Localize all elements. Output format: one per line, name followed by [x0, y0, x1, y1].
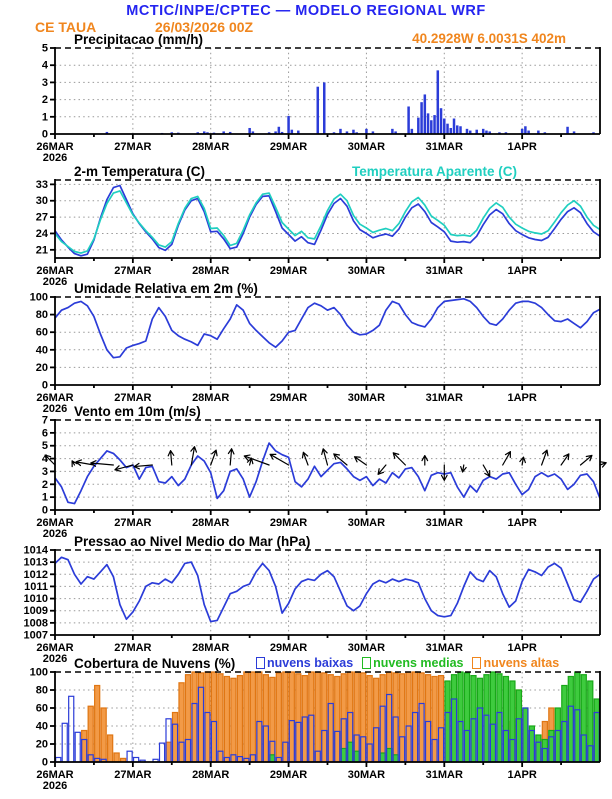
svg-text:1APR: 1APR — [507, 141, 537, 153]
svg-text:30MAR: 30MAR — [347, 392, 386, 404]
legend-label-medias: nuvens medias — [373, 656, 464, 670]
svg-text:21: 21 — [35, 244, 48, 257]
svg-text:26MAR: 26MAR — [36, 265, 74, 277]
svg-text:30MAR: 30MAR — [347, 141, 386, 153]
svg-text:26MAR: 26MAR — [36, 642, 74, 654]
svg-text:27MAR: 27MAR — [114, 517, 152, 529]
svg-text:0: 0 — [41, 756, 48, 769]
svg-text:30MAR: 30MAR — [347, 642, 386, 654]
svg-text:20: 20 — [35, 361, 48, 374]
svg-text:5: 5 — [41, 440, 48, 453]
svg-text:31MAR: 31MAR — [425, 265, 463, 277]
legend-item-medias — [362, 656, 463, 670]
svg-text:28MAR: 28MAR — [192, 769, 230, 781]
svg-text:2026: 2026 — [42, 653, 68, 665]
legend-item-altas — [472, 656, 559, 670]
station-coordinates: 40.2928W 6.0031S 402m — [412, 31, 566, 46]
station-name: CE TAUA — [35, 19, 97, 35]
svg-text:30MAR: 30MAR — [347, 769, 386, 781]
svg-text:3: 3 — [41, 76, 48, 89]
svg-text:1APR: 1APR — [507, 265, 537, 277]
humidity-panel — [0, 279, 612, 422]
svg-text:28MAR: 28MAR — [192, 141, 230, 153]
svg-text:2: 2 — [41, 478, 48, 491]
svg-text:31MAR: 31MAR — [425, 392, 463, 404]
svg-text:30: 30 — [35, 195, 48, 208]
svg-text:60: 60 — [35, 702, 48, 715]
svg-text:7: 7 — [41, 414, 48, 427]
svg-text:1011: 1011 — [24, 580, 48, 593]
svg-text:31MAR: 31MAR — [425, 517, 463, 529]
svg-text:1APR: 1APR — [507, 769, 537, 781]
svg-text:20: 20 — [35, 738, 48, 751]
svg-text:80: 80 — [35, 309, 48, 322]
svg-text:3: 3 — [41, 465, 48, 478]
svg-text:31MAR: 31MAR — [425, 141, 463, 153]
svg-text:27MAR: 27MAR — [114, 392, 152, 404]
precip-title: Precipitacao (mm/h) — [74, 32, 204, 47]
svg-text:5: 5 — [41, 42, 48, 55]
svg-text:0: 0 — [41, 379, 48, 392]
low-clouds-swatch-icon — [256, 657, 265, 669]
svg-text:2026: 2026 — [42, 276, 68, 288]
svg-text:24: 24 — [35, 227, 48, 240]
svg-text:33: 33 — [35, 178, 48, 191]
temp-panel — [0, 162, 612, 295]
pressure-title: Pressao ao Nivel Medio do Mar (hPa) — [74, 534, 311, 549]
svg-text:60: 60 — [35, 326, 48, 339]
svg-text:28MAR: 28MAR — [192, 265, 230, 277]
svg-text:2026: 2026 — [42, 780, 68, 792]
svg-text:1012: 1012 — [23, 568, 48, 581]
svg-text:2: 2 — [41, 94, 48, 107]
legend-label-baixas: nuvens baixas — [267, 656, 354, 670]
svg-text:31MAR: 31MAR — [425, 642, 463, 654]
svg-text:40: 40 — [35, 720, 48, 733]
svg-text:29MAR: 29MAR — [269, 642, 308, 654]
svg-text:2026: 2026 — [42, 528, 68, 540]
pressure-panel — [0, 532, 612, 672]
svg-text:1013: 1013 — [23, 556, 48, 569]
svg-text:1APR: 1APR — [507, 392, 537, 404]
apparent-temp-label: Temperatura Aparente (C) — [352, 164, 518, 179]
clouds-panel — [0, 654, 612, 799]
svg-text:29MAR: 29MAR — [269, 141, 308, 153]
svg-text:1: 1 — [41, 491, 48, 504]
svg-text:4: 4 — [41, 59, 48, 72]
svg-text:29MAR: 29MAR — [269, 517, 308, 529]
high-clouds-swatch-icon — [472, 657, 481, 669]
model-header-title: MCTIC/INPE/CPTEC — MODELO REGIONAL WRF — [126, 3, 486, 19]
svg-text:0: 0 — [41, 128, 48, 141]
legend-item-baixas — [256, 656, 353, 670]
legend-label-altas: nuvens altas — [483, 656, 560, 670]
svg-text:1: 1 — [41, 111, 48, 124]
temp-title: 2-m Temperatura (C) — [74, 164, 206, 179]
svg-text:30MAR: 30MAR — [347, 517, 386, 529]
svg-text:30MAR: 30MAR — [347, 265, 386, 277]
svg-text:2026: 2026 — [42, 403, 68, 415]
svg-text:100: 100 — [29, 291, 48, 304]
svg-text:1010: 1010 — [23, 593, 48, 606]
svg-text:28MAR: 28MAR — [192, 642, 230, 654]
svg-text:28MAR: 28MAR — [192, 392, 230, 404]
mid-clouds-swatch-icon — [362, 657, 371, 669]
clouds-title: Cobertura de Nuvens (%) — [74, 656, 236, 671]
svg-text:29MAR: 29MAR — [269, 392, 308, 404]
svg-text:1APR: 1APR — [507, 517, 537, 529]
svg-text:0: 0 — [41, 504, 48, 517]
svg-text:27MAR: 27MAR — [114, 642, 152, 654]
svg-text:26MAR: 26MAR — [36, 517, 74, 529]
svg-text:1APR: 1APR — [507, 642, 537, 654]
svg-text:1009: 1009 — [23, 605, 48, 618]
svg-text:29MAR: 29MAR — [269, 769, 308, 781]
svg-text:27MAR: 27MAR — [114, 265, 152, 277]
svg-text:6: 6 — [41, 427, 48, 440]
svg-text:26MAR: 26MAR — [36, 392, 74, 404]
wind-panel — [0, 402, 612, 547]
svg-text:27MAR: 27MAR — [114, 769, 152, 781]
svg-text:27MAR: 27MAR — [114, 141, 152, 153]
svg-text:80: 80 — [35, 684, 48, 697]
svg-text:1007: 1007 — [23, 629, 48, 642]
precip-panel — [0, 30, 612, 171]
svg-text:40: 40 — [35, 344, 48, 357]
svg-text:2026: 2026 — [42, 152, 68, 164]
cloud-legend — [256, 656, 559, 670]
svg-text:31MAR: 31MAR — [425, 769, 463, 781]
svg-text:26MAR: 26MAR — [36, 769, 74, 781]
svg-text:4: 4 — [41, 453, 48, 466]
svg-text:1014: 1014 — [23, 544, 48, 557]
humidity-title: Umidade Relativa em 2m (%) — [74, 281, 258, 296]
run-datetime: 26/03/2026 00Z — [155, 19, 254, 35]
svg-text:29MAR: 29MAR — [269, 265, 308, 277]
svg-text:100: 100 — [29, 666, 48, 679]
svg-text:27: 27 — [35, 211, 48, 224]
svg-text:1008: 1008 — [23, 617, 48, 630]
svg-text:28MAR: 28MAR — [192, 517, 230, 529]
svg-text:26MAR: 26MAR — [36, 141, 74, 153]
wind-title: Vento em 10m (m/s) — [74, 404, 201, 419]
